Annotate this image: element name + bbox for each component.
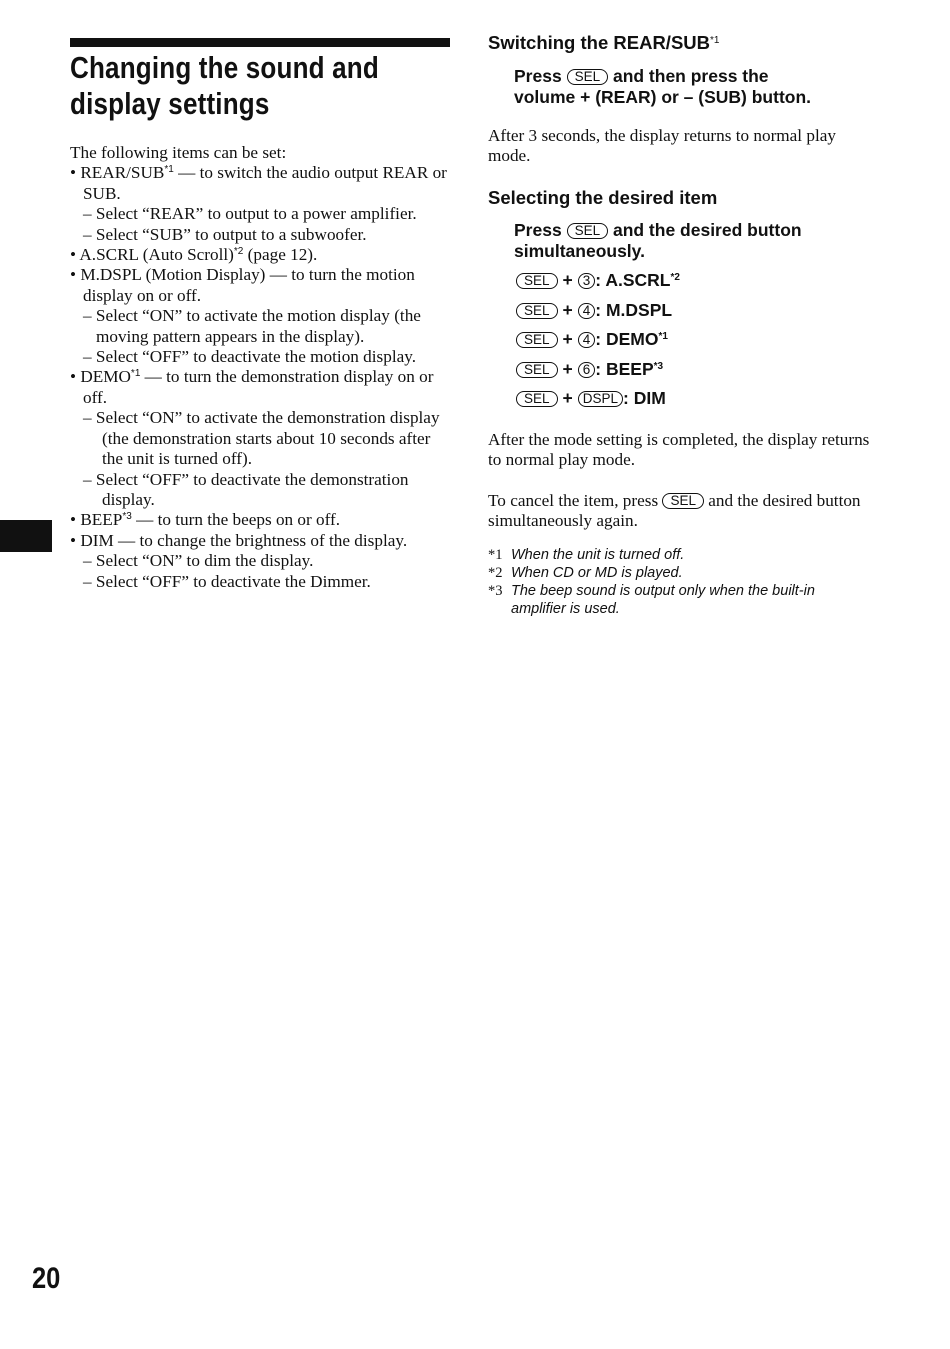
bullet-item: • M.DSPL (Motion Display) — to turn the motion display on or off. [70, 265, 415, 305]
sel-button-label: SEL [516, 303, 558, 319]
left-column [70, 143, 455, 592]
page-title [70, 50, 398, 122]
bullet-item: • REAR/SUB$^{*1}$ — to switch the audio output REAR or SUB. [70, 163, 447, 203]
section-heading-select-item: Selecting the desired item [488, 187, 718, 208]
bullet-item: • A.SCRL (Auto Scroll)$^{*2}$ (page 12). [70, 245, 318, 265]
number-key-label: 4 [578, 303, 596, 319]
sub-item: – Select “ON” to dim the display. [83, 551, 314, 571]
rear-sub-note: After 3 seconds, the display returns to normal play mode. [488, 126, 836, 166]
number-key-label: 3 [578, 273, 596, 289]
footnote: *2 When CD or MD is played. [488, 565, 683, 581]
settings-list [70, 163, 455, 592]
sub-item: – Select “OFF” to deactivate the demonstration display. [83, 469, 409, 509]
instruction-rear-sub: Press SEL and then press the volume + (REAR) or – (SUB) button. [514, 66, 812, 107]
sub-item: – Select “SUB” to output to a subwoofer. [83, 224, 367, 244]
sel-button-label: SEL [516, 332, 558, 348]
button-combination: SEL + 6 : BEEP$^{*3}$ [516, 359, 663, 380]
sel-button-label: SEL [567, 223, 609, 239]
section-tab [0, 520, 52, 552]
section-heading-rear-sub: Switching the REAR/SUB$^{*1}$ [488, 32, 720, 53]
intro-text: The following items can be set: [70, 143, 287, 162]
number-key-label: 4 [578, 332, 596, 348]
footnote: *1 When the unit is turned off. [488, 547, 685, 563]
sub-item: – Select “OFF” to deactivate the motion display. [83, 347, 417, 367]
sel-button-label: SEL [516, 273, 558, 289]
sub-item: – Select “OFF” to deactivate the Dimmer. [83, 571, 371, 591]
sel-button-label: SEL [516, 391, 558, 407]
sel-button-label: SEL [662, 493, 704, 509]
footnote: *3 The beep sound is output only when the built-in [488, 583, 815, 599]
sel-button-label: SEL [567, 69, 609, 85]
number-key-label: DSPL [578, 391, 623, 407]
cancel-note: To cancel the item, press SEL and the desired button simultaneously again. [488, 491, 861, 531]
sub-item: – Select “ON” to activate the motion display (the moving pattern appears in the display). [83, 306, 421, 346]
title-rule [70, 38, 450, 47]
page-number: 20 [32, 1262, 61, 1295]
after-mode-note: After the mode setting is completed, the display returns to normal play mode. [488, 430, 870, 470]
bullet-item: • DIM — to change the brightness of the display. [70, 530, 408, 550]
button-combination: SEL + 3 : A.SCRL$^{*2}$ [516, 270, 680, 291]
page-title-line2: display settings [70, 86, 270, 121]
instruction-select-item: Press SEL and the desired button simultaneously. [514, 220, 802, 261]
button-combination: SEL + 4 : DEMO$^{*1}$ [516, 329, 668, 350]
bullet-item: • BEEP$^{*3}$ — to turn the beeps on or off. [70, 510, 341, 530]
number-key-label: 6 [578, 362, 596, 378]
bullet-item: • DEMO$^{*1}$ — to turn the demonstration display on or off. [70, 367, 434, 407]
sub-item: – Select “ON” to activate the demonstration display (the demonstration starts about 10 seconds after the unit is turned off). [83, 408, 440, 469]
sel-button-label: SEL [516, 362, 558, 378]
footnote-continuation: amplifier is used. [511, 601, 620, 617]
sub-item: – Select “REAR” to output to a power amplifier. [83, 204, 417, 224]
button-combination: SEL + 4 : M.DSPL [516, 300, 672, 321]
page-title-line1: Changing the sound and [70, 50, 379, 85]
button-combination: SEL + DSPL : DIM [516, 388, 666, 409]
